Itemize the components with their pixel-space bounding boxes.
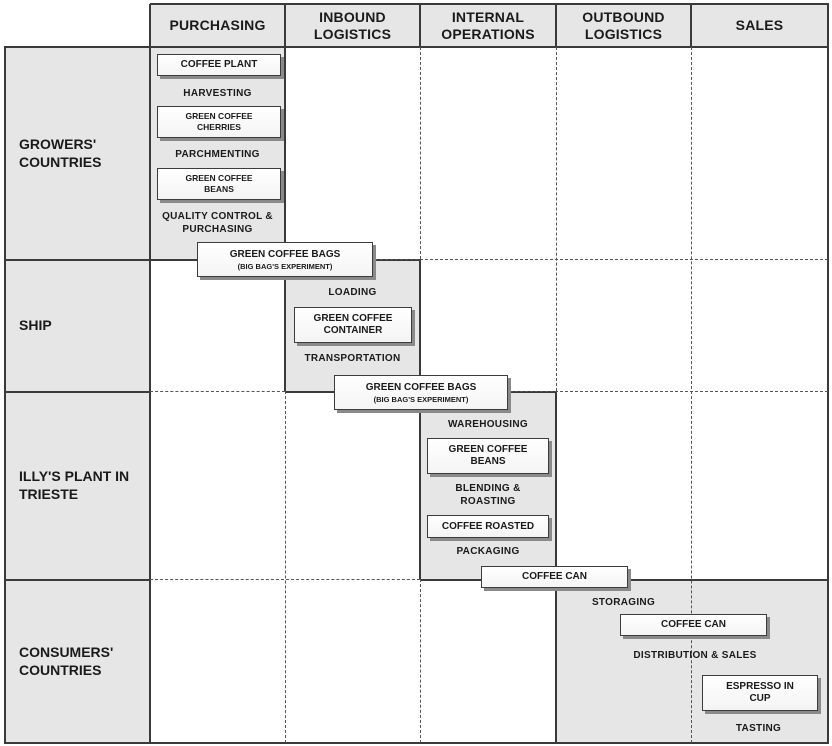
grid-line: [4, 742, 829, 744]
transportation-step: TRANSPORTATION: [304, 353, 401, 364]
green-coffee-beans-box-1: [157, 168, 281, 200]
row-label-growers-countries: GROWERS' COUNTRIES: [19, 136, 102, 170]
green-coffee-bags-box-2: [334, 375, 508, 410]
grid-line: [4, 391, 150, 393]
row-label-illys-plant: ILLY'S PLANT IN TRIESTE: [19, 468, 130, 502]
green-coffee-container-label: GREEN COFFEE CONTAINER: [313, 313, 393, 336]
grid-line: [149, 4, 151, 744]
big-bag-experiment-label-1: (BIG BAG'S EXPERIMENT): [237, 261, 333, 271]
green-coffee-beans-label-1: GREEN COFFEE BEANS: [185, 173, 253, 194]
grid-line: [4, 46, 829, 48]
grid-line-dashed: [150, 391, 285, 392]
distribution-sales-step: DISTRIBUTION & SALES: [633, 650, 757, 661]
grid-line: [690, 4, 692, 47]
coffee-can-box-1: [481, 566, 628, 588]
grid-line: [4, 46, 6, 744]
coffee-plant-label: COFFEE PLANT: [180, 59, 258, 70]
green-coffee-cherries-label: GREEN COFFEE CHERRIES: [185, 111, 253, 132]
coffee-roasted-label: COFFEE ROASTED: [441, 520, 535, 532]
grid-line-dashed: [691, 47, 692, 743]
column-header-inbound-logistics: INBOUND LOGISTICS: [313, 8, 392, 42]
green-coffee-bags-box-1: [197, 242, 373, 277]
grid-line: [284, 4, 286, 47]
grid-line-dashed: [556, 47, 557, 391]
harvesting-step: HARVESTING: [183, 88, 252, 99]
coffee-can-box-2: [620, 614, 767, 636]
grid-line-dashed: [150, 579, 420, 580]
grid-line: [555, 4, 557, 47]
storaging-step: STORAGING: [591, 597, 656, 608]
grid-line: [419, 4, 421, 47]
green-coffee-cherries-box: [157, 106, 281, 138]
warehousing-step: WAREHOUSING: [448, 419, 528, 430]
grid-line: [4, 579, 150, 581]
espresso-in-cup-box: [702, 675, 818, 711]
grid-line-dashed: [420, 47, 421, 259]
big-bag-experiment-label-2: (BIG BAG'S EXPERIMENT): [373, 394, 469, 404]
green-coffee-bags-label-2: GREEN COFFEE BAGS: [365, 381, 477, 393]
column-header-sales: SALES: [735, 17, 784, 33]
grid-line: [4, 259, 150, 261]
column-header-internal-operations: INTERNAL OPERATIONS: [441, 8, 535, 42]
coffee-can-label-1: COFFEE CAN: [522, 571, 587, 582]
green-coffee-container-box: [294, 307, 412, 343]
packaging-step: PACKAGING: [456, 546, 520, 557]
coffee-can-label-2: COFFEE CAN: [661, 619, 726, 630]
grid-line-dashed: [420, 579, 421, 743]
column-header-purchasing: PURCHASING: [169, 17, 266, 33]
green-coffee-beans-label-2: GREEN COFFEE BEANS: [448, 444, 528, 467]
grid-line: [150, 3, 829, 5]
loading-step: LOADING: [328, 287, 377, 298]
grid-line-dashed: [285, 391, 286, 743]
green-coffee-beans-box-2: [427, 438, 549, 474]
tasting-step: TASTING: [735, 723, 782, 734]
coffee-roasted-box: [427, 515, 549, 538]
row-label-ship: SHIP: [19, 317, 52, 333]
coffee-plant-box: [157, 54, 281, 76]
grid-line: [827, 4, 829, 744]
green-coffee-bags-label-1: GREEN COFFEE BAGS: [229, 248, 341, 260]
blending-roasting-step: BLENDING & ROASTING: [455, 483, 521, 507]
column-header-outbound-logistics: OUTBOUND LOGISTICS: [582, 8, 665, 42]
espresso-in-cup-label: ESPRESSO IN CUP: [726, 681, 794, 704]
quality-control-step: QUALITY CONTROL & PURCHASING: [162, 211, 273, 235]
row-label-consumers-countries: CONSUMERS' COUNTRIES: [19, 644, 114, 678]
parchmenting-step: PARCHMENTING: [175, 149, 260, 160]
